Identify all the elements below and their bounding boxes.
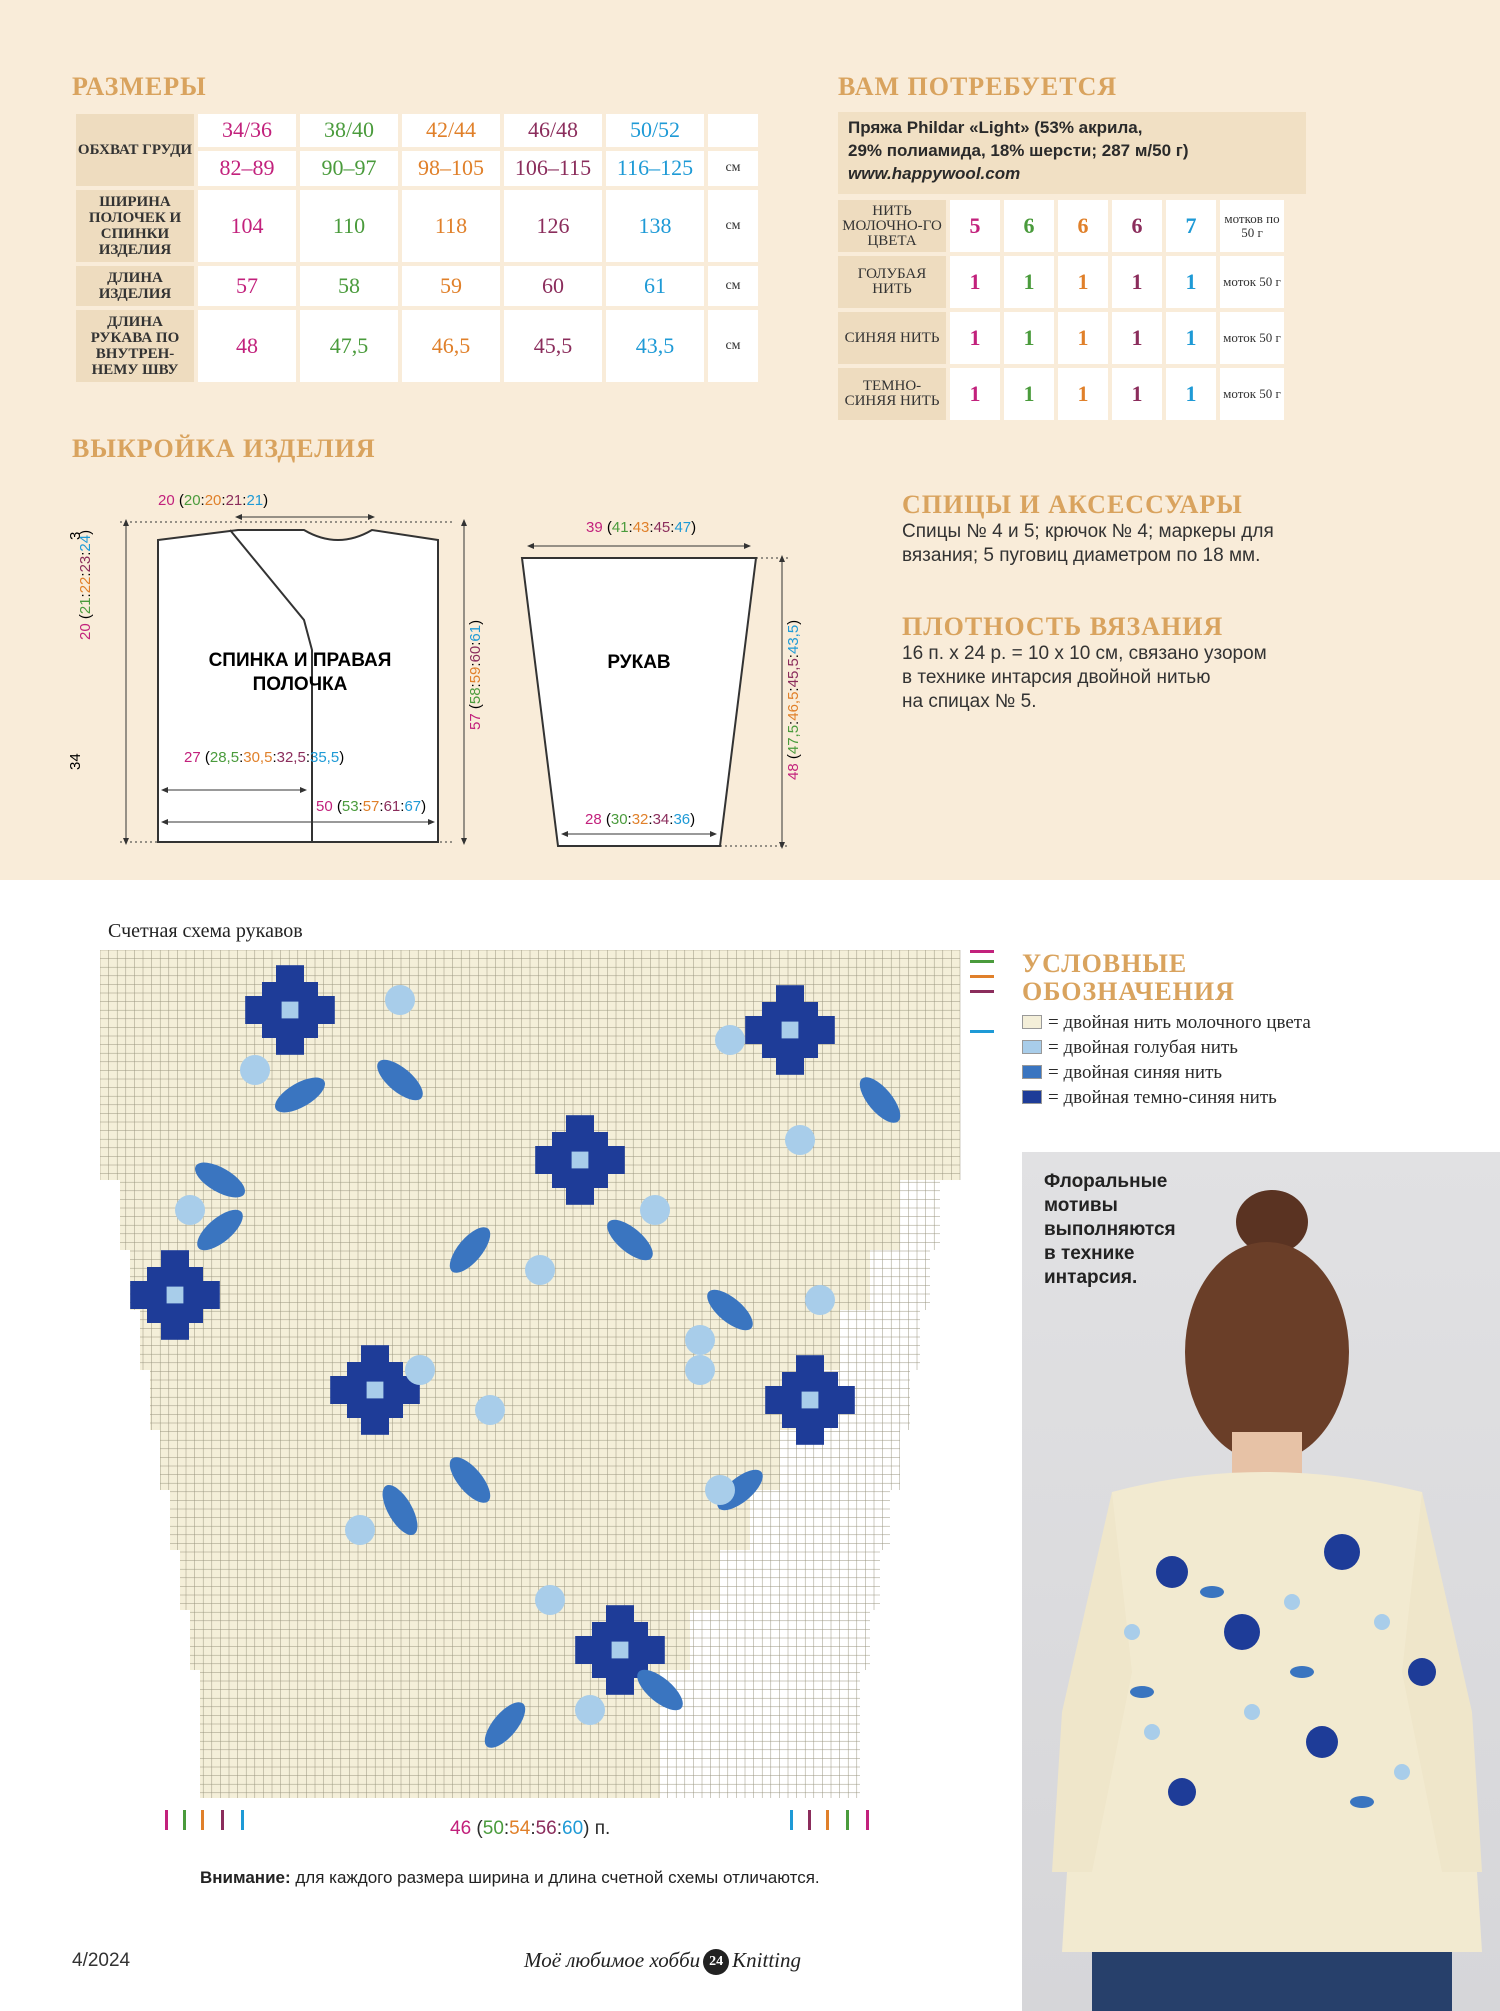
size-value: 110 — [300, 190, 398, 262]
bottom-dim: 34 — [67, 753, 84, 770]
unit: см — [708, 266, 758, 306]
chart-mask — [100, 1550, 180, 1610]
width-dim: 50 (53:57:61:67) — [316, 798, 427, 815]
size-value: 47,5 — [300, 310, 398, 382]
flower-petal — [605, 1146, 625, 1174]
berry — [685, 1325, 715, 1355]
yarn-value: 5 — [950, 200, 1000, 252]
yarn-unit: моток 50 г — [1220, 312, 1284, 364]
yarn-value: 1 — [950, 312, 1000, 364]
size-marker — [826, 1810, 829, 1830]
gauge-line-1: 16 п. х 24 р. = 10 х 10 см, связано узором — [902, 643, 1267, 664]
yarn-value: 1 — [1166, 312, 1216, 364]
size-value: 59 — [402, 266, 500, 306]
flower-petal — [606, 1605, 634, 1625]
chart-mask — [100, 1490, 170, 1550]
pattern-title: ВЫКРОЙКА ИЗДЕЛИЯ — [72, 434, 376, 463]
yarn-table — [834, 196, 1288, 424]
size-marker — [183, 1810, 186, 1830]
yarn-unit: моток 50 г — [1220, 368, 1284, 420]
berry — [175, 1195, 205, 1225]
size-value: 98–105 — [402, 151, 500, 186]
chart-mask — [900, 1430, 1000, 1490]
flower-petal — [535, 1146, 555, 1174]
chart-mask — [100, 1310, 140, 1370]
berry — [640, 1195, 670, 1225]
chart-band — [170, 1490, 750, 1550]
size-value: 90–97 — [300, 151, 398, 186]
yarn-value: 1 — [1166, 256, 1216, 308]
flower-petal — [276, 1035, 304, 1055]
chart-mask — [860, 1670, 1000, 1798]
sizes-table — [72, 110, 762, 386]
chart-mask — [100, 1670, 200, 1798]
chart-mask — [100, 1180, 120, 1250]
size-value: 126 — [504, 190, 602, 262]
yarn-row-label: ТЕМНО-СИНЯЯ НИТЬ — [838, 368, 946, 420]
legend-item-dark-blue: = двойная темно-синяя нить — [1022, 1085, 1311, 1110]
yarn-unit: мотков по 50 г — [1220, 200, 1284, 252]
sleeve-length-label: ДЛИНА РУКАВА ПО ВНУТРЕН-НЕМУ ШВУ — [76, 310, 194, 382]
berry — [575, 1695, 605, 1725]
needles-line-1: Спицы № 4 и 5; крючок № 4; маркеры для — [902, 521, 1274, 542]
chart-mask — [940, 1180, 1000, 1250]
berry — [405, 1355, 435, 1385]
knitting-chart — [100, 950, 1000, 1830]
unit: см — [708, 151, 758, 186]
yarn-value: 1 — [1166, 368, 1216, 420]
size-header: 38/40 — [300, 114, 398, 147]
size-marker — [241, 1810, 244, 1830]
size-marker — [808, 1810, 811, 1830]
yarn-unit: моток 50 г — [1220, 256, 1284, 308]
length-dim: 57 (58:59:60:61) — [467, 619, 484, 730]
size-header: 50/52 — [606, 114, 704, 147]
size-value: 60 — [504, 266, 602, 306]
chest-label: ОБХВАТ ГРУДИ — [76, 114, 194, 186]
gauge-line-2: в технике интарсия двойной нитью — [902, 667, 1211, 688]
berry — [475, 1395, 505, 1425]
flower-petal — [796, 1355, 824, 1375]
chart-mask — [100, 1250, 130, 1310]
legend-item-light-blue: = двойная голубая нить — [1022, 1035, 1311, 1060]
yarn-box — [838, 112, 1306, 194]
yarn-value: 1 — [1112, 256, 1162, 308]
flower-petal — [776, 1055, 804, 1075]
chart-band — [180, 1550, 720, 1610]
yarn-value: 1 — [1004, 368, 1054, 420]
size-marker — [165, 1810, 168, 1830]
flower-petal — [200, 1281, 220, 1309]
chart-mask — [890, 1490, 1000, 1550]
flower-eye — [282, 1002, 299, 1019]
chart-mask — [100, 1610, 190, 1670]
chart-title: Счетная схема рукавов — [108, 920, 303, 942]
yarn-url[interactable]: www.happywool.com — [848, 164, 1021, 183]
yarn-value: 1 — [1112, 368, 1162, 420]
flower-petal — [245, 996, 265, 1024]
flower-petal — [765, 1386, 785, 1414]
yarn-value: 1 — [1058, 256, 1108, 308]
width-label: ШИРИНА ПОЛОЧЕК И СПИНКИ ИЗДЕЛИЯ — [76, 190, 194, 262]
yarn-value: 1 — [1004, 312, 1054, 364]
yarn-row-label: ГОЛУБАЯ НИТЬ — [838, 256, 946, 308]
flower-petal — [361, 1345, 389, 1365]
berry — [685, 1355, 715, 1385]
armhole-dim: 20 (21:22:23:24) — [77, 529, 94, 640]
flower-eye — [782, 1022, 799, 1039]
yarn-value: 1 — [1058, 368, 1108, 420]
berry — [535, 1585, 565, 1615]
page-number: 24 — [703, 1949, 729, 1975]
size-marker — [970, 950, 994, 953]
berry — [525, 1255, 555, 1285]
issue-number: 4/2024 — [72, 1950, 131, 1971]
size-value: 106–115 — [504, 151, 602, 186]
chart-mask — [880, 1550, 1000, 1610]
needles-title: СПИЦЫ И АКСЕССУАРЫ — [902, 490, 1243, 519]
size-value: 43,5 — [606, 310, 704, 382]
size-marker — [846, 1810, 849, 1830]
chart-mask — [910, 1370, 1000, 1430]
size-marker — [970, 990, 994, 993]
yarn-value: 6 — [1004, 200, 1054, 252]
yarn-line-1: Пряжа Phildar «Light» (53% акрила, — [848, 118, 1143, 137]
flower-petal — [815, 1016, 835, 1044]
legend-item-blue: = двойная синяя нить — [1022, 1060, 1311, 1085]
flower-petal — [361, 1415, 389, 1435]
flower-petal — [566, 1115, 594, 1135]
yarn-value: 1 — [1004, 256, 1054, 308]
flower-petal — [161, 1320, 189, 1340]
yarn-value: 6 — [1112, 200, 1162, 252]
length-label: ДЛИНА ИЗДЕЛИЯ — [76, 266, 194, 306]
size-marker — [201, 1810, 204, 1830]
flower-petal — [276, 965, 304, 985]
size-marker — [970, 960, 994, 963]
chart-mask — [100, 1370, 150, 1430]
size-value: 82–89 — [198, 151, 296, 186]
yarn-value: 6 — [1058, 200, 1108, 252]
flower-eye — [572, 1152, 589, 1169]
size-value: 58 — [300, 266, 398, 306]
flower-eye — [802, 1392, 819, 1409]
size-value: 118 — [402, 190, 500, 262]
unit: см — [708, 310, 758, 382]
size-header: 34/36 — [198, 114, 296, 147]
size-value: 48 — [198, 310, 296, 382]
yarn-value: 1 — [1058, 312, 1108, 364]
chart-mask — [920, 1310, 1000, 1370]
flower-petal — [315, 996, 335, 1024]
size-marker — [866, 1810, 869, 1830]
yarn-row-label: СИНЯЯ НИТЬ — [838, 312, 946, 364]
note: Внимание: для каждого размера ширина и длина счетной схемы отличаются. — [200, 1868, 820, 1887]
front-dim: 27 (28,5:30,5:32,5:35,5) — [184, 749, 345, 766]
yarn-value: 7 — [1166, 200, 1216, 252]
flower-petal — [161, 1250, 189, 1270]
top-dim: 3 — [67, 531, 84, 540]
size-marker — [790, 1810, 793, 1830]
legend-item-cream: = двойная нить молочного цвета — [1022, 1010, 1311, 1035]
flower-petal — [130, 1281, 150, 1309]
stitch-count: 46 (50:54:56:60) п. — [450, 1818, 611, 1839]
size-marker — [970, 1030, 994, 1033]
flower-petal — [835, 1386, 855, 1414]
gauge-line-3: на спицах № 5. — [902, 691, 1037, 712]
sleeve-outline — [522, 558, 756, 846]
size-value: 116–125 — [606, 151, 704, 186]
empty-cell — [708, 114, 758, 147]
sleeve-len-dim: 48 (47,5:46,5:45,5:43,5) — [785, 619, 802, 780]
berry — [240, 1055, 270, 1085]
unit: см — [708, 190, 758, 262]
yarn-line-2: 29% полиамида, 18% шерсти; 287 м/50 г) — [848, 141, 1189, 160]
sleeve-label: РУКАВ — [607, 652, 671, 673]
flower-eye — [367, 1382, 384, 1399]
berry — [345, 1515, 375, 1545]
berry — [715, 1025, 745, 1055]
size-value: 45,5 — [504, 310, 602, 382]
gauge-title: ПЛОТНОСТЬ ВЯЗАНИЯ — [902, 612, 1224, 641]
yarn-value: 1 — [950, 256, 1000, 308]
size-value: 138 — [606, 190, 704, 262]
needles-line-2: вязания; 5 пуговиц диаметром по 18 мм. — [902, 545, 1261, 566]
size-header: 42/44 — [402, 114, 500, 147]
flower-petal — [566, 1185, 594, 1205]
chart-band — [200, 1670, 660, 1798]
back-label-2: ПОЛОЧКА — [252, 674, 348, 695]
berry — [785, 1125, 815, 1155]
size-marker — [221, 1810, 224, 1830]
yarn-row-label: НИТЬ МОЛОЧНО-ГО ЦВЕТА — [838, 200, 946, 252]
flower-petal — [606, 1675, 634, 1695]
sleeve-top-dim: 39 (41:43:45:47) — [586, 519, 697, 536]
size-marker — [970, 975, 994, 978]
size-value: 61 — [606, 266, 704, 306]
flower-petal — [645, 1636, 665, 1664]
pattern-drawing — [60, 470, 820, 870]
flower-eye — [167, 1287, 184, 1304]
size-value: 46,5 — [402, 310, 500, 382]
legend-title: УСЛОВНЫЕ ОБОЗНАЧЕНИЯ — [1022, 949, 1235, 1006]
flower-petal — [330, 1376, 350, 1404]
chart-band — [130, 1250, 870, 1310]
flower-petal — [776, 985, 804, 1005]
needles-text — [902, 520, 1274, 568]
neck-dim: 20 (20:20:21:21) — [158, 492, 269, 509]
chart-mask — [930, 1250, 1000, 1310]
flower-petal — [796, 1425, 824, 1445]
size-value: 57 — [198, 266, 296, 306]
materials-title: ВАМ ПОТРЕБУЕТСЯ — [838, 72, 1118, 101]
gauge-text — [902, 642, 1267, 714]
size-value: 104 — [198, 190, 296, 262]
sizes-title: РАЗМЕРЫ — [72, 72, 207, 101]
sweater-photo — [1022, 1152, 1500, 2011]
sleeve-bottom-dim: 28 (30:32:34:36) — [585, 811, 696, 828]
flower-eye — [612, 1642, 629, 1659]
berry — [805, 1285, 835, 1315]
back-label-1: СПИНКА И ПРАВАЯ — [208, 650, 392, 671]
photo-caption: Флоральные мотивы выполняются в технике интарсия. — [1044, 1171, 1176, 1288]
yarn-value: 1 — [950, 368, 1000, 420]
footer-magazine: Моё любимое хобби 24 Knitting — [524, 1948, 801, 1975]
size-header: 46/48 — [504, 114, 602, 147]
chart-mask — [100, 1430, 160, 1490]
chart-mask — [870, 1610, 1000, 1670]
flower-petal — [745, 1016, 765, 1044]
legend — [1022, 1010, 1311, 1110]
berry — [385, 985, 415, 1015]
berry — [705, 1475, 735, 1505]
flower-petal — [575, 1636, 595, 1664]
yarn-value: 1 — [1112, 312, 1162, 364]
